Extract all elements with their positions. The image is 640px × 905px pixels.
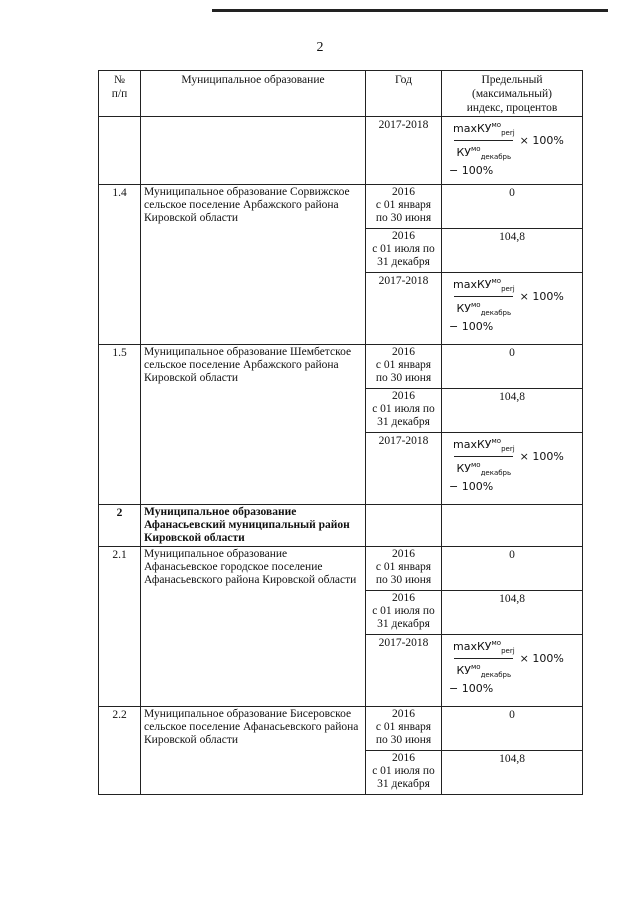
formula-numerator: maxКУ$^{мо}_{perj}$ bbox=[453, 437, 515, 453]
cell-num: 1.5 bbox=[99, 345, 141, 505]
index-formula bbox=[445, 434, 579, 480]
cell-value: 104,8 bbox=[442, 229, 583, 273]
cell-municipality: Муниципальное образование Афанасьевское городское поселение Афанасьевского района Кировской области bbox=[141, 547, 366, 707]
cell-municipality bbox=[141, 117, 366, 185]
formula-denominator: $КУ^{мо}_{декабрь}$ bbox=[454, 140, 513, 164]
cell-value: 104,8 bbox=[442, 751, 583, 795]
cell-municipality: Муниципальное образование Бисеровское сельское поселение Афанасьевского района Кировской области bbox=[141, 707, 366, 795]
top-rule bbox=[212, 9, 608, 12]
table-row bbox=[99, 185, 583, 229]
cell-value: 0 bbox=[442, 707, 583, 751]
cell-num: 2 bbox=[99, 505, 141, 547]
formula-numerator: maxКУ$^{мо}_{perj}$ bbox=[453, 277, 515, 293]
formula-minus: − 100% bbox=[449, 480, 494, 493]
cell-year: 2016 с 01 июля по 31 декабря bbox=[366, 591, 442, 635]
table-header-row bbox=[99, 71, 583, 117]
page-number: 2 bbox=[316, 40, 324, 55]
formula-fraction bbox=[451, 636, 517, 682]
cell-formula bbox=[442, 433, 583, 505]
cell-year: 2017-2018 bbox=[366, 433, 442, 505]
cell-value bbox=[442, 505, 583, 547]
formula-multiplier: × 100% bbox=[519, 134, 564, 147]
cell-num: 2.2 bbox=[99, 707, 141, 795]
cell-year: 2016 с 01 июля по 31 декабря bbox=[366, 751, 442, 795]
index-formula bbox=[445, 636, 579, 682]
cell-num bbox=[99, 117, 141, 185]
formula-multiplier: × 100% bbox=[519, 450, 564, 463]
formula-denominator: $КУ^{мо}_{декабрь}$ bbox=[454, 658, 513, 682]
formula-numerator: maxКУ$^{мо}_{perj}$ bbox=[453, 121, 515, 137]
cell-formula bbox=[442, 117, 583, 185]
formula-fraction bbox=[451, 118, 517, 164]
header-year: Год bbox=[366, 71, 442, 117]
index-formula bbox=[445, 118, 579, 164]
formula-numerator: maxКУ$^{мо}_{perj}$ bbox=[453, 639, 515, 655]
formula-fraction bbox=[451, 274, 517, 320]
formula-minus: − 100% bbox=[449, 320, 494, 333]
formula-denominator: $КУ^{мо}_{декабрь}$ bbox=[454, 456, 513, 480]
index-formula bbox=[445, 274, 579, 320]
formula-multiplier: × 100% bbox=[519, 652, 564, 665]
table-row bbox=[99, 547, 583, 591]
header-index: Предельный (максимальный) индекс, процентов bbox=[442, 71, 583, 117]
cell-value: 0 bbox=[442, 345, 583, 389]
cell-value: 104,8 bbox=[442, 389, 583, 433]
cell-value: 0 bbox=[442, 547, 583, 591]
cell-num: 1.4 bbox=[99, 185, 141, 345]
formula-minus: − 100% bbox=[449, 682, 494, 695]
cell-year: 2017-2018 bbox=[366, 117, 442, 185]
table-row bbox=[99, 117, 583, 185]
cell-year: 2016 с 01 января по 30 июня bbox=[366, 185, 442, 229]
cell-municipality: Муниципальное образование Шембетское сельское поселение Арбажского района Кировской области bbox=[141, 345, 366, 505]
cell-year: 2017-2018 bbox=[366, 273, 442, 345]
cell-year: 2016 с 01 января по 30 июня bbox=[366, 707, 442, 751]
cell-municipality: Муниципальное образование Афанасьевский муниципальный район Кировской области bbox=[141, 505, 366, 547]
formula-multiplier: × 100% bbox=[519, 290, 564, 303]
cell-year: 2016 с 01 июля по 31 декабря bbox=[366, 389, 442, 433]
formula-fraction bbox=[451, 434, 517, 480]
formula-minus: − 100% bbox=[449, 164, 494, 177]
cell-year: 2016 с 01 июля по 31 декабря bbox=[366, 229, 442, 273]
limit-index-table bbox=[98, 70, 583, 795]
cell-value: 0 bbox=[442, 185, 583, 229]
formula-denominator: $КУ^{мо}_{декабрь}$ bbox=[454, 296, 513, 320]
cell-year: 2017-2018 bbox=[366, 635, 442, 707]
header-num: № п/п bbox=[99, 71, 141, 117]
header-municipality: Муниципальное образование bbox=[141, 71, 366, 117]
table-row bbox=[99, 505, 583, 547]
cell-municipality: Муниципальное образование Сорвижское сельское поселение Арбажского района Кировской области bbox=[141, 185, 366, 345]
cell-formula bbox=[442, 635, 583, 707]
cell-year: 2016 с 01 января по 30 июня bbox=[366, 345, 442, 389]
cell-num: 2.1 bbox=[99, 547, 141, 707]
table-row bbox=[99, 345, 583, 389]
cell-year bbox=[366, 505, 442, 547]
table-row bbox=[99, 707, 583, 751]
cell-value: 104,8 bbox=[442, 591, 583, 635]
cell-year: 2016 с 01 января по 30 июня bbox=[366, 547, 442, 591]
cell-formula bbox=[442, 273, 583, 345]
